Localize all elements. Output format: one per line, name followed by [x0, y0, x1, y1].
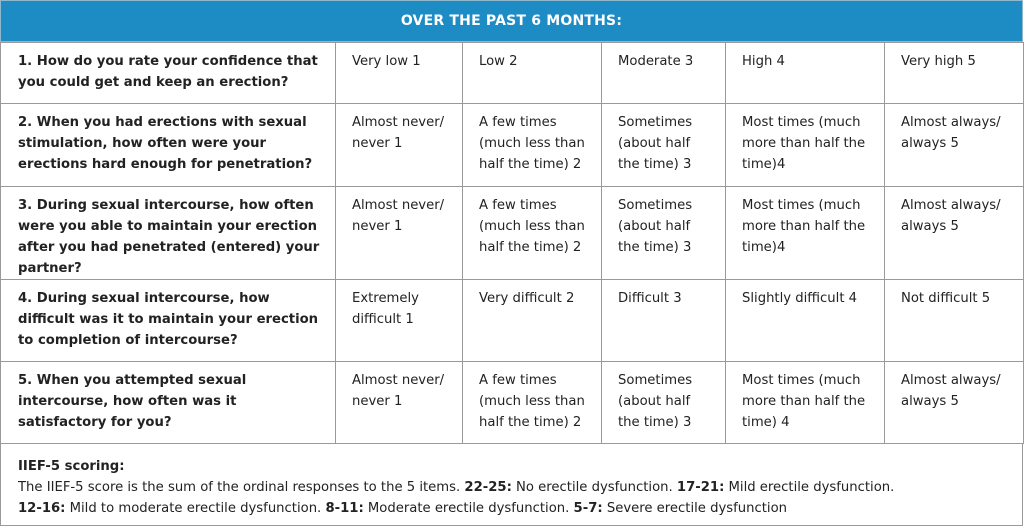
- score-label: Severe erectile dysfunction: [602, 501, 788, 516]
- score-label: Mild erectile dysfunction.: [724, 480, 895, 495]
- scoring-footer: [0, 444, 1023, 526]
- score-range: 22-25:: [464, 480, 512, 495]
- answer-cell: Almost never/ never 1: [336, 104, 463, 187]
- answer-cell: Almost never/ never 1: [336, 187, 463, 280]
- answer-cell: High 4: [726, 43, 885, 104]
- answer-cell: Almost never/ never 1: [336, 362, 463, 444]
- answer-cell: Very high 5: [885, 43, 1024, 104]
- question-cell: 3. During sexual intercourse, how often were you able to maintain your erection after you had penetrated (entered) your partner?: [1, 187, 336, 280]
- score-range: 8-11:: [325, 501, 364, 516]
- answer-cell: Extremely difficult 1: [336, 280, 463, 362]
- header-title: OVER THE PAST 6 MONTHS:: [400, 13, 623, 29]
- question-cell: 4. During sexual intercourse, how difficult was it to maintain your erection to completion of intercourse?: [1, 280, 336, 362]
- score-label: Moderate erectile dysfunction.: [363, 501, 574, 516]
- answer-cell: Difficult 3: [602, 280, 726, 362]
- table-row: [1, 362, 1024, 444]
- answer-cell: Almost always/ always 5: [885, 104, 1024, 187]
- score-label: Mild to moderate erectile dysfunction.: [65, 501, 326, 516]
- answer-cell: Most times (much more than half the time) 4: [726, 362, 885, 444]
- questions-table: [0, 42, 1024, 444]
- answer-cell: A few times (much less than half the time) 2: [463, 104, 602, 187]
- question-cell: 1. How do you rate your confidence that you could get and keep an erection?: [1, 43, 336, 104]
- scoring-text: [18, 477, 1006, 519]
- answer-cell: Most times (much more than half the time)4: [726, 187, 885, 280]
- score-range: 12-16:: [18, 501, 66, 516]
- answer-cell: Sometimes (about half the time) 3: [602, 362, 726, 444]
- table-row: [1, 280, 1024, 362]
- table-row: [1, 104, 1024, 187]
- answer-cell: Slightly difficult 4: [726, 280, 885, 362]
- answer-cell: Almost always/ always 5: [885, 187, 1024, 280]
- answer-cell: A few times (much less than half the time) 2: [463, 362, 602, 444]
- score-range: 5-7:: [573, 501, 603, 516]
- answer-cell: Low 2: [463, 43, 602, 104]
- table-row: [1, 43, 1024, 104]
- score-range: 17-21:: [676, 480, 725, 495]
- scoring-title: IIEF-5 scoring:: [18, 459, 125, 474]
- score-label: No erectile dysfunction.: [511, 480, 677, 495]
- answer-cell: Very difficult 2: [463, 280, 602, 362]
- answer-cell: Almost always/ always 5: [885, 362, 1024, 444]
- question-cell: 2. When you had erections with sexual stimulation, how often were your erections hard enough for penetration?: [1, 104, 336, 187]
- answer-cell: Sometimes (about half the time) 3: [602, 187, 726, 280]
- question-cell: 5. When you attempted sexual intercourse, how often was it satisfactory for you?: [1, 362, 336, 444]
- table-header: [0, 0, 1023, 42]
- answer-cell: Moderate 3: [602, 43, 726, 104]
- table-row: [1, 187, 1024, 280]
- answer-cell: Most times (much more than half the time)4: [726, 104, 885, 187]
- answer-cell: A few times (much less than half the time) 2: [463, 187, 602, 280]
- scoring-intro: The IIEF-5 score is the sum of the ordinal responses to the 5 items.: [18, 480, 465, 495]
- answer-cell: Very low 1: [336, 43, 463, 104]
- answer-cell: Not difficult 5: [885, 280, 1024, 362]
- answer-cell: Sometimes (about half the time) 3: [602, 104, 726, 187]
